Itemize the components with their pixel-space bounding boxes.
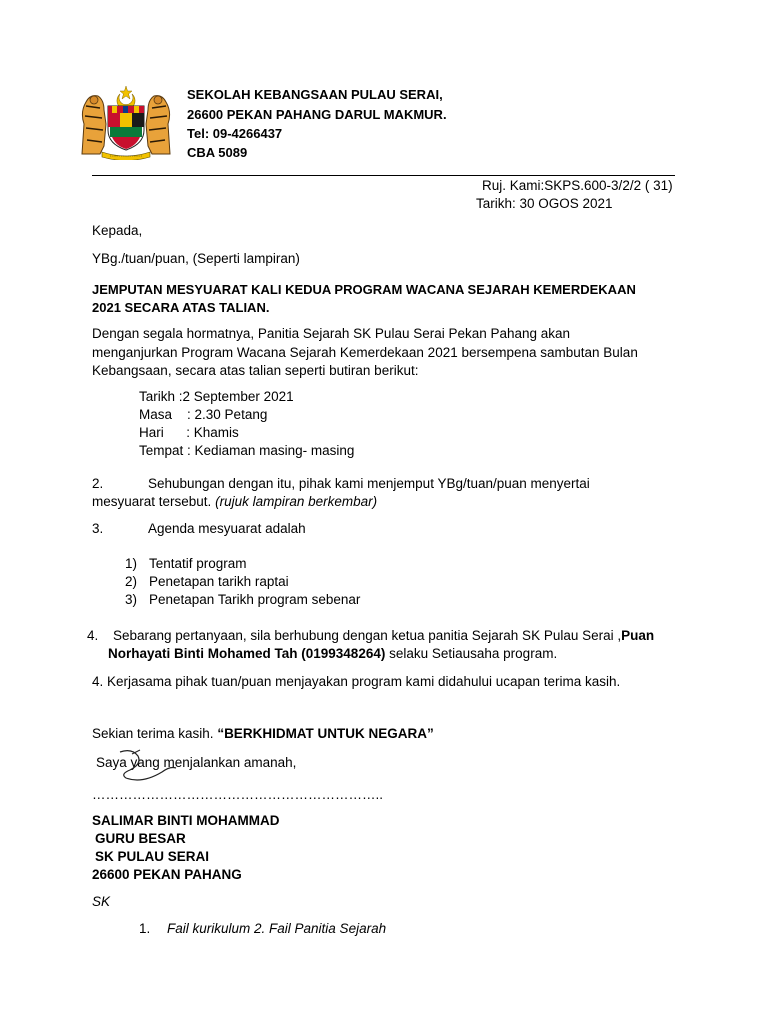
para4-number: 4. — [87, 628, 99, 643]
signatory-address: 26600 PEKAN PAHANG — [92, 867, 242, 882]
recipient-addressee: YBg./tuan/puan, (Seperti lampiran) — [92, 251, 300, 266]
para2-line-1: Sehubungan dengan itu, pihak kami menjemput YBg/tuan/puan menyertai — [148, 476, 590, 491]
para4-text: Sebarang pertanyaan, sila berhubung dengan ketua panitia Sejarah SK Pulau Serai , — [113, 628, 622, 643]
closing-motto: “BERKHIDMAT UNTUK NEGARA” — [217, 726, 434, 741]
para3-text: Agenda mesyuarat adalah — [148, 521, 306, 536]
detail-masa — [139, 407, 267, 422]
para4-contact-title: Puan — [621, 628, 655, 643]
para3-number: 3. — [92, 521, 104, 536]
agenda-text: Penetapan tarikh raptai — [149, 574, 289, 589]
signature-mark — [112, 748, 182, 786]
agenda-number: 1) — [125, 556, 138, 571]
para4-contact-name: Norhayati Binti Mohamed Tah (0199348264) — [108, 646, 386, 661]
detail-tarikh — [139, 389, 294, 404]
detail-sep: : — [172, 407, 195, 422]
agenda-text: Tentatif program — [149, 556, 247, 571]
para2-text: mesyuarat tersebut. — [92, 494, 212, 509]
agenda-number: 3) — [125, 592, 138, 607]
signature-line: ……………………………………………………….. — [92, 787, 384, 802]
signatory-title: GURU BESAR — [95, 831, 186, 846]
agenda-item — [125, 592, 360, 607]
detail-label: Tarikh — [139, 389, 176, 404]
detail-sep: : — [175, 389, 183, 404]
detail-value: 2.30 Petang — [194, 407, 268, 422]
cc-label: SK — [92, 894, 111, 909]
recipient-kepada: Kepada, — [92, 223, 143, 238]
detail-value: Kediaman masing- masing — [194, 443, 355, 458]
school-address: 26600 PEKAN PAHANG DARUL MAKMUR. — [187, 107, 447, 122]
detail-sep: : — [163, 425, 194, 440]
para2-line-2 — [92, 494, 377, 509]
agenda-item — [125, 574, 289, 589]
agenda-item — [125, 556, 247, 571]
para2-number: 2. — [92, 476, 104, 491]
para4-line-1 — [113, 628, 654, 643]
header-divider — [92, 175, 675, 176]
para4-text-end: selaku Setiausaha program. — [385, 646, 558, 661]
closing-thanks: Sekian terima kasih. — [92, 726, 218, 741]
intro-line-2: menganjurkan Program Wacana Sejarah Kemerdekaan 2021 bersempena sambutan Bulan — [92, 345, 638, 360]
agenda-number: 2) — [125, 574, 138, 589]
letter-date: Tarikh: 30 OGOS 2021 — [476, 196, 613, 211]
intro-line-1: Dengan segala hormatnya, Panitia Sejarah SK Pulau Serai Pekan Pahang akan — [92, 326, 571, 341]
coat-of-arms-logo — [74, 84, 178, 160]
detail-label: Tempat — [139, 443, 184, 458]
detail-value: 2 September 2021 — [182, 389, 294, 404]
detail-tempat — [139, 443, 354, 458]
para4b-text: 4. Kerjasama pihak tuan/puan menjayakan program kami didahului ucapan terima kasih. — [92, 674, 621, 689]
school-tel: Tel: 09-4266437 — [187, 126, 283, 141]
intro-line-3: Kebangsaan, secara atas talian seperti butiran berikut: — [92, 363, 419, 378]
detail-sep: : — [183, 443, 195, 458]
cc-text: Fail kurikulum 2. Fail Panitia Sejarah — [167, 921, 387, 936]
detail-hari — [139, 425, 239, 440]
signatory-school: SK PULAU SERAI — [95, 849, 210, 864]
para4-line-2 — [108, 646, 557, 661]
agenda-text: Penetapan Tarikh program sebenar — [149, 592, 361, 607]
signatory-name: SALIMAR BINTI MOHAMMAD — [92, 813, 280, 828]
closing-line — [92, 726, 434, 741]
detail-label: Masa — [139, 407, 173, 422]
para2-italic-note: (rujuk lampiran berkembar) — [215, 494, 378, 509]
school-code: CBA 5089 — [187, 145, 248, 160]
reference-number: Ruj. Kami:SKPS.600-3/2/2 ( 31) — [482, 178, 673, 193]
detail-value: Khamis — [193, 425, 239, 440]
detail-label: Hari — [139, 425, 164, 440]
subject-line-1: JEMPUTAN MESYUARAT KALI KEDUA PROGRAM WACANA SEJARAH KEMERDEKAAN — [92, 282, 636, 297]
cc-number: 1. — [139, 921, 151, 936]
school-name: SEKOLAH KEBANGSAAN PULAU SERAI, — [187, 87, 443, 102]
closing-amanah: Saya yang menjalankan amanah, — [96, 755, 297, 770]
subject-line-2: 2021 SECARA ATAS TALIAN. — [92, 300, 270, 315]
